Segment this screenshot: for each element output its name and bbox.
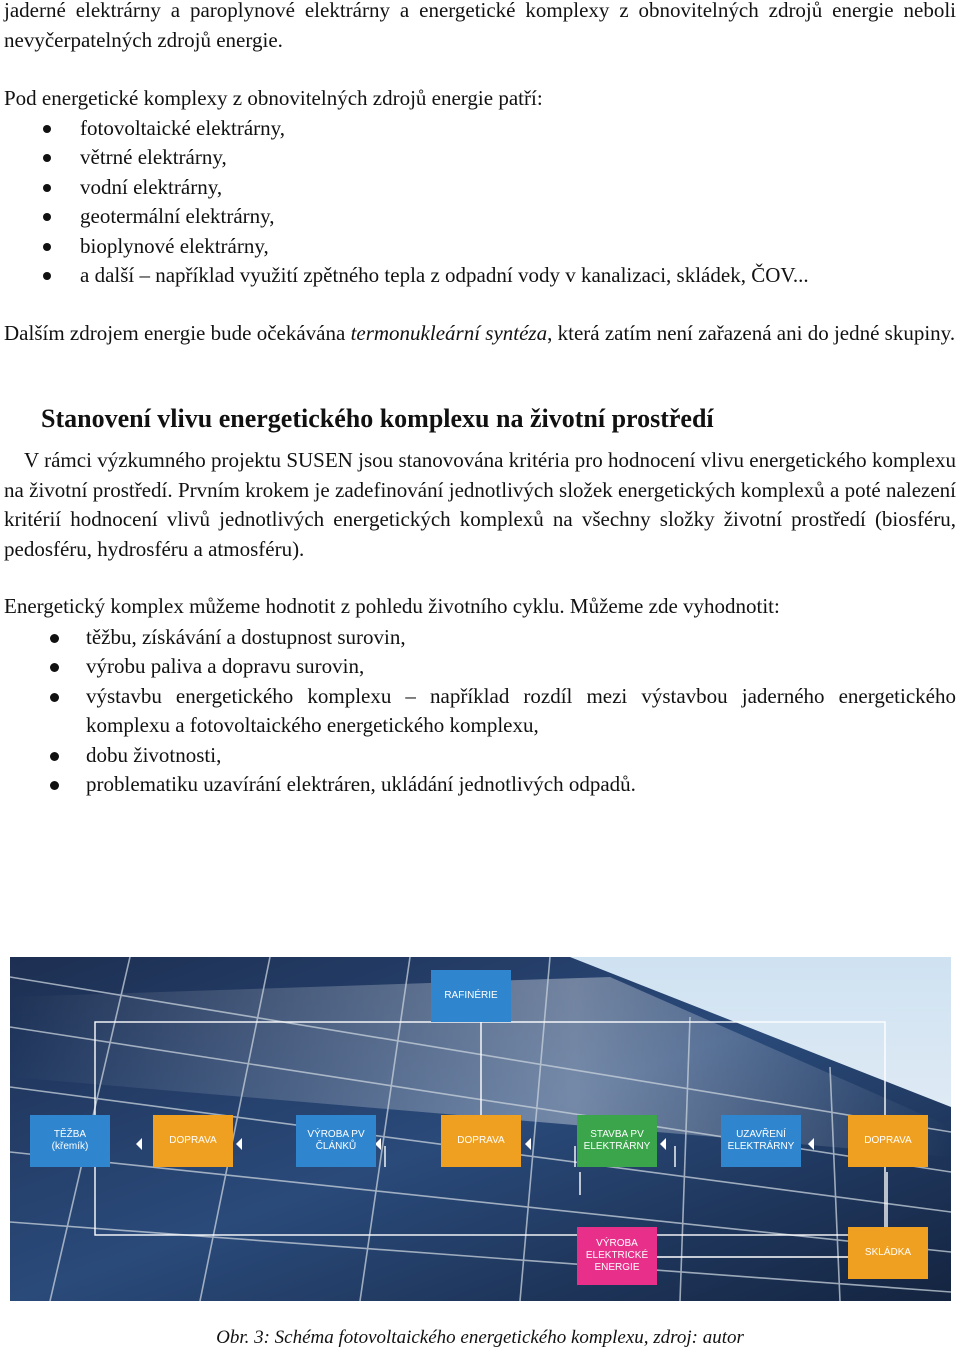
fusion-text-before: Dalším zdrojem energie bude očekávána (4, 320, 351, 345)
box-doprava-2: DOPRAVA (441, 1115, 521, 1167)
box-vyroba-pv: VÝROBA PV ČLÁNKŮ (296, 1115, 376, 1167)
list-item: fotovoltaické elektrárny, (4, 114, 956, 144)
list-item: výrobu paliva a dopravu surovin, (4, 652, 956, 682)
list-item: geotermální elektrárny, (4, 202, 956, 232)
list-item: dobu životnosti, (4, 741, 956, 771)
list-item: výstavbu energetického komplexu – například rozdíl mezi výstavbou jaderného energetického komplexu a fotovoltaického energetického komplexu, (4, 682, 956, 741)
renewables-intro: Pod energetické komplexy z obnovitelných zdrojů energie patří: (4, 86, 543, 110)
box-skladka: SKLÁDKA (848, 1227, 928, 1279)
figure-caption: Obr. 3: Schéma fotovoltaického energetického komplexu, zdroj: autor (216, 1327, 744, 1348)
box-rafinerie: RAFINÉRIE (431, 970, 511, 1022)
fusion-text-after: , která zatím není zařazená ani do jedné skupiny. (547, 320, 956, 345)
lifecycle-intro: Energetický komplex můžeme hodnotit z pohledu životního cyklu. Můžeme zde vyhodnotit: (4, 594, 780, 618)
box-stavba: STAVBA PV ELEKTRÁRNY (577, 1115, 657, 1167)
list-item: problematiku uzavírání elektráren, ukládání jednotlivých odpadů. (4, 770, 956, 800)
section-heading: Stanovení vlivu energetického komplexu na životní prostředí (41, 404, 714, 433)
box-uzavreni: UZAVŘENÍ ELEKTRÁRNY (721, 1115, 801, 1167)
top-paragraph: jaderné elektrárny a paroplynové elektrárny a energetické komplexy z obnovitelných zdrojů energie neboli nevyčerpatelných zdrojů energie. (4, 0, 956, 52)
fusion-italic-term: termonukleární syntéza (350, 320, 548, 345)
lifecycle-list (4, 623, 956, 800)
document-page (4, 0, 956, 800)
section-paragraph: V rámci výzkumného projektu SUSEN jsou stanovována kritéria pro hodnocení vlivu energetického komplexu na životní prostředí. Prvním krokem je zadefinování jednotlivých složek energetických komplexů a poté nalezení kritérií hodnocení vlivů jednotlivých energetických komplexů na všechny složky životní prostředí (biosféru, pedosféru, hydrosféru a atmosféru). (4, 448, 956, 561)
list-item: a další – například využití zpětného tepla z odpadní vody v kanalizaci, skládek, ČOV... (4, 261, 956, 291)
box-tezba: TĚŽBA (křemík) (30, 1115, 110, 1167)
list-item: těžbu, získávání a dostupnost surovin, (4, 623, 956, 653)
pv-complex-figure (10, 957, 951, 1301)
box-doprava-3: DOPRAVA (848, 1115, 928, 1167)
list-item: větrné elektrárny, (4, 143, 956, 173)
box-doprava-1: DOPRAVA (153, 1115, 233, 1167)
box-vyroba-ee: VÝROBA ELEKTRICKÉ ENERGIE (577, 1227, 657, 1285)
fusion-paragraph (4, 319, 956, 349)
list-item: vodní elektrárny, (4, 173, 956, 203)
list-item: bioplynové elektrárny, (4, 232, 956, 262)
renewables-list (4, 114, 956, 291)
